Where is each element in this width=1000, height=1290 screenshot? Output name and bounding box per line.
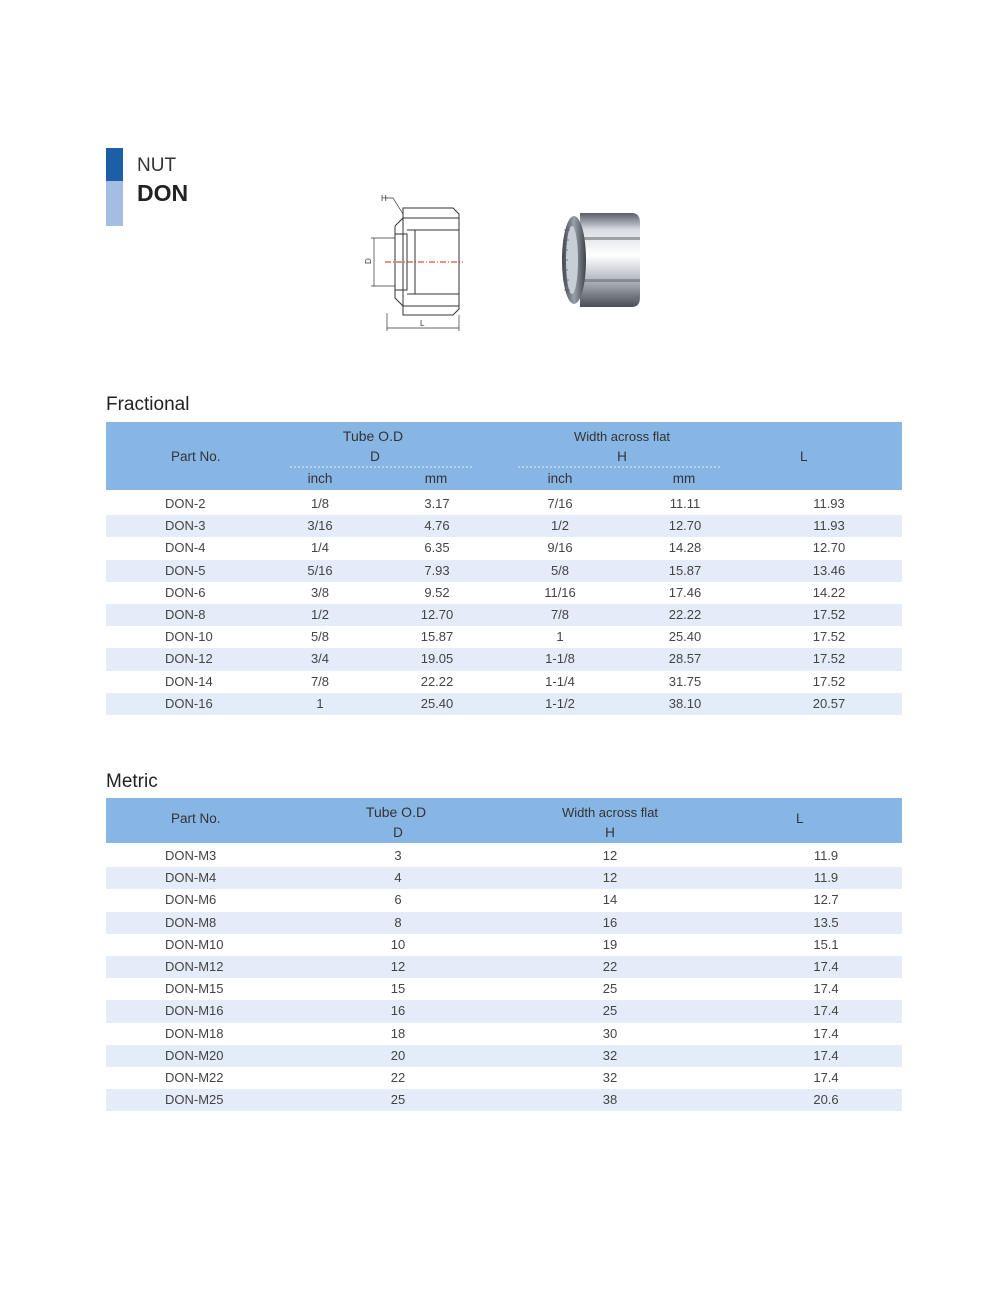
cell-mm: 15.87 — [420, 629, 454, 645]
cell-part-no: DON-5 — [106, 560, 272, 582]
table-row — [106, 1000, 902, 1022]
table-row — [106, 1067, 902, 1089]
cell-h-mm: 12.70 — [614, 515, 756, 537]
cell-h-inch: 7/16 — [547, 496, 573, 512]
cell-h-mm: 15.87 — [614, 560, 756, 582]
header-width-symbol: H — [605, 825, 615, 840]
cell-l: 17.52 — [812, 673, 846, 689]
table-row — [106, 648, 902, 670]
header-inch-2: inch — [547, 471, 573, 486]
metric-header — [106, 798, 902, 843]
header-inch: inch — [307, 471, 333, 486]
table-row — [106, 560, 902, 582]
header-mm-2: mm — [672, 471, 696, 486]
cell-inch: 5/8 — [310, 629, 330, 645]
table-row — [106, 912, 902, 934]
cell-part-no: DON-M6 — [165, 892, 217, 908]
cell-mm: 25.40 — [368, 693, 506, 715]
header-part-no: Part No. — [171, 449, 221, 464]
cell-h: 32 — [602, 1069, 618, 1085]
cell-inch: 3/16 — [272, 515, 368, 537]
cell-d: 15 — [390, 981, 406, 997]
table-row — [106, 1023, 902, 1045]
table-row — [106, 978, 902, 1000]
table-row — [106, 1089, 902, 1111]
table-row — [106, 1045, 902, 1067]
cell-d: 6 — [394, 892, 402, 908]
cell-l: 17.4 — [750, 956, 902, 978]
cell-mm: 3.17 — [424, 496, 450, 512]
nut-technical-drawing — [355, 190, 470, 335]
cell-mm: 4.76 — [368, 515, 506, 537]
cell-part-no: DON-M22 — [165, 1069, 224, 1085]
cell-part-no: DON-M10 — [165, 936, 224, 952]
cell-h-inch: 1/2 — [506, 515, 614, 537]
cell-h-mm: 14.28 — [668, 540, 702, 556]
table-row — [106, 956, 902, 978]
cell-h: 19 — [602, 936, 618, 952]
cell-inch: 1/2 — [272, 604, 368, 626]
cell-h: 14 — [602, 892, 618, 908]
cell-h: 22 — [470, 956, 750, 978]
header-l: L — [796, 811, 804, 826]
cell-d: 3 — [394, 848, 402, 864]
cell-part-no: DON-12 — [106, 648, 272, 670]
cell-l: 15.1 — [813, 936, 839, 952]
cell-h-inch: 11/16 — [544, 584, 576, 600]
cell-l: 11.93 — [813, 496, 845, 512]
fractional-table — [106, 493, 902, 715]
table-row — [106, 671, 902, 693]
cell-l: 20.6 — [750, 1089, 902, 1111]
cell-l: 17.52 — [756, 604, 902, 626]
cell-h-inch: 1-1/4 — [545, 673, 575, 689]
cell-h-inch: 1-1/8 — [506, 648, 614, 670]
cell-d: 18 — [390, 1025, 406, 1041]
cell-h-mm: 28.57 — [614, 648, 756, 670]
cell-part-no: DON-6 — [165, 584, 206, 600]
header-tube-od: Tube O.D — [342, 428, 404, 444]
table-row — [106, 515, 902, 537]
header-width-symbol: H — [617, 449, 627, 464]
cell-inch: 3/8 — [310, 584, 330, 600]
cell-part-no: DON-14 — [165, 673, 213, 689]
cell-mm: 7.93 — [368, 560, 506, 582]
cell-h-mm: 17.46 — [668, 584, 702, 600]
table-row — [106, 693, 902, 715]
drawing-label-h: H — [381, 194, 387, 203]
cell-l: 17.4 — [813, 981, 839, 997]
header-mm: mm — [424, 471, 448, 486]
header-width-across-flat: Width across flat — [573, 429, 671, 444]
table-row — [106, 626, 902, 648]
header-width-across-flat: Width across flat — [561, 805, 659, 820]
cell-inch: 5/16 — [272, 560, 368, 582]
cell-h-inch: 1 — [556, 629, 564, 645]
cell-l: 12.7 — [813, 892, 839, 908]
header-tube-od-symbol: D — [393, 825, 403, 840]
nut-product-photo — [550, 205, 645, 315]
header-l: L — [800, 449, 808, 464]
cell-mm: 12.70 — [368, 604, 506, 626]
cell-mm: 9.52 — [424, 584, 450, 600]
accent-bar-light — [106, 181, 123, 226]
cell-part-no: DON-10 — [165, 629, 213, 645]
cell-part-no: DON-M4 — [106, 867, 326, 889]
cell-l: 20.57 — [756, 693, 902, 715]
table-row — [106, 867, 902, 889]
drawing-label-d: D — [364, 258, 373, 264]
cell-d: 10 — [390, 936, 406, 952]
cell-h: 25 — [602, 981, 618, 997]
cell-l: 14.22 — [812, 584, 846, 600]
cell-mm: 22.22 — [420, 673, 454, 689]
cell-h-mm: 11.11 — [669, 496, 701, 512]
cell-part-no: DON-4 — [165, 540, 206, 556]
header-tube-od: Tube O.D — [365, 804, 427, 820]
cell-h-inch: 1-1/2 — [506, 693, 614, 715]
cell-d: 25 — [326, 1089, 470, 1111]
cell-d: 20 — [326, 1045, 470, 1067]
cell-part-no: DON-3 — [106, 515, 272, 537]
cell-inch: 1/4 — [310, 540, 330, 556]
cell-mm: 19.05 — [368, 648, 506, 670]
metric-table — [106, 845, 902, 1111]
table-row — [106, 845, 902, 867]
cell-h: 38 — [470, 1089, 750, 1111]
cell-h-inch: 7/8 — [506, 604, 614, 626]
cell-h-mm: 38.10 — [614, 693, 756, 715]
cell-h: 12 — [470, 867, 750, 889]
cell-part-no: DON-2 — [165, 496, 206, 512]
fractional-header — [106, 422, 902, 490]
fractional-section-title: Fractional — [106, 394, 190, 415]
cell-l: 17.4 — [813, 1069, 839, 1085]
cell-part-no: DON-M8 — [106, 912, 326, 934]
header-part-no: Part No. — [171, 811, 221, 826]
cell-part-no: DON-M20 — [106, 1045, 326, 1067]
metric-section-title: Metric — [106, 771, 158, 792]
table-row — [106, 604, 902, 626]
cell-h-mm: 25.40 — [668, 629, 702, 645]
table-row — [106, 934, 902, 956]
cell-part-no: DON-M3 — [165, 848, 217, 864]
product-title: DON — [137, 180, 189, 206]
cell-h: 16 — [470, 912, 750, 934]
cell-h: 12 — [602, 848, 618, 864]
cell-inch: 7/8 — [310, 673, 330, 689]
cell-part-no: DON-M12 — [106, 956, 326, 978]
cell-h: 30 — [602, 1025, 618, 1041]
cell-part-no: DON-M15 — [165, 981, 224, 997]
cell-l: 17.4 — [750, 1000, 902, 1022]
cell-part-no: DON-M16 — [106, 1000, 326, 1022]
cell-h-inch: 9/16 — [547, 540, 573, 556]
table-row — [106, 889, 902, 911]
cell-h: 25 — [470, 1000, 750, 1022]
cell-d: 22 — [390, 1069, 406, 1085]
cell-l: 11.9 — [813, 848, 839, 864]
table-row — [106, 493, 902, 515]
cell-part-no: DON-M25 — [106, 1089, 326, 1111]
cell-inch: 1/8 — [310, 496, 330, 512]
cell-l: 17.52 — [812, 629, 846, 645]
cell-inch: 3/4 — [272, 648, 368, 670]
cell-l: 13.5 — [750, 912, 902, 934]
cell-d: 16 — [326, 1000, 470, 1022]
header-tube-od-symbol: D — [370, 449, 380, 464]
cell-l: 13.46 — [756, 560, 902, 582]
cell-h-inch: 5/8 — [506, 560, 614, 582]
cell-part-no: DON-8 — [106, 604, 272, 626]
cell-d: 8 — [326, 912, 470, 934]
cell-part-no: DON-16 — [106, 693, 272, 715]
cell-l: 17.4 — [750, 1045, 902, 1067]
table-row — [106, 582, 902, 604]
cell-d: 4 — [326, 867, 470, 889]
table-row — [106, 537, 902, 559]
cell-d: 12 — [326, 956, 470, 978]
cell-h-mm: 22.22 — [614, 604, 756, 626]
cell-h: 32 — [470, 1045, 750, 1067]
category-title: NUT — [137, 155, 177, 176]
cell-mm: 6.35 — [424, 540, 450, 556]
cell-l: 17.4 — [813, 1025, 839, 1041]
drawing-label-l: L — [420, 319, 425, 328]
cell-l: 17.52 — [756, 648, 902, 670]
cell-part-no: DON-M18 — [165, 1025, 224, 1041]
cell-inch: 1 — [272, 693, 368, 715]
cell-l: 11.9 — [750, 867, 902, 889]
cell-h-mm: 31.75 — [668, 673, 702, 689]
accent-bar-dark — [106, 148, 123, 181]
cell-l: 11.93 — [756, 515, 902, 537]
cell-l: 12.70 — [812, 540, 846, 556]
